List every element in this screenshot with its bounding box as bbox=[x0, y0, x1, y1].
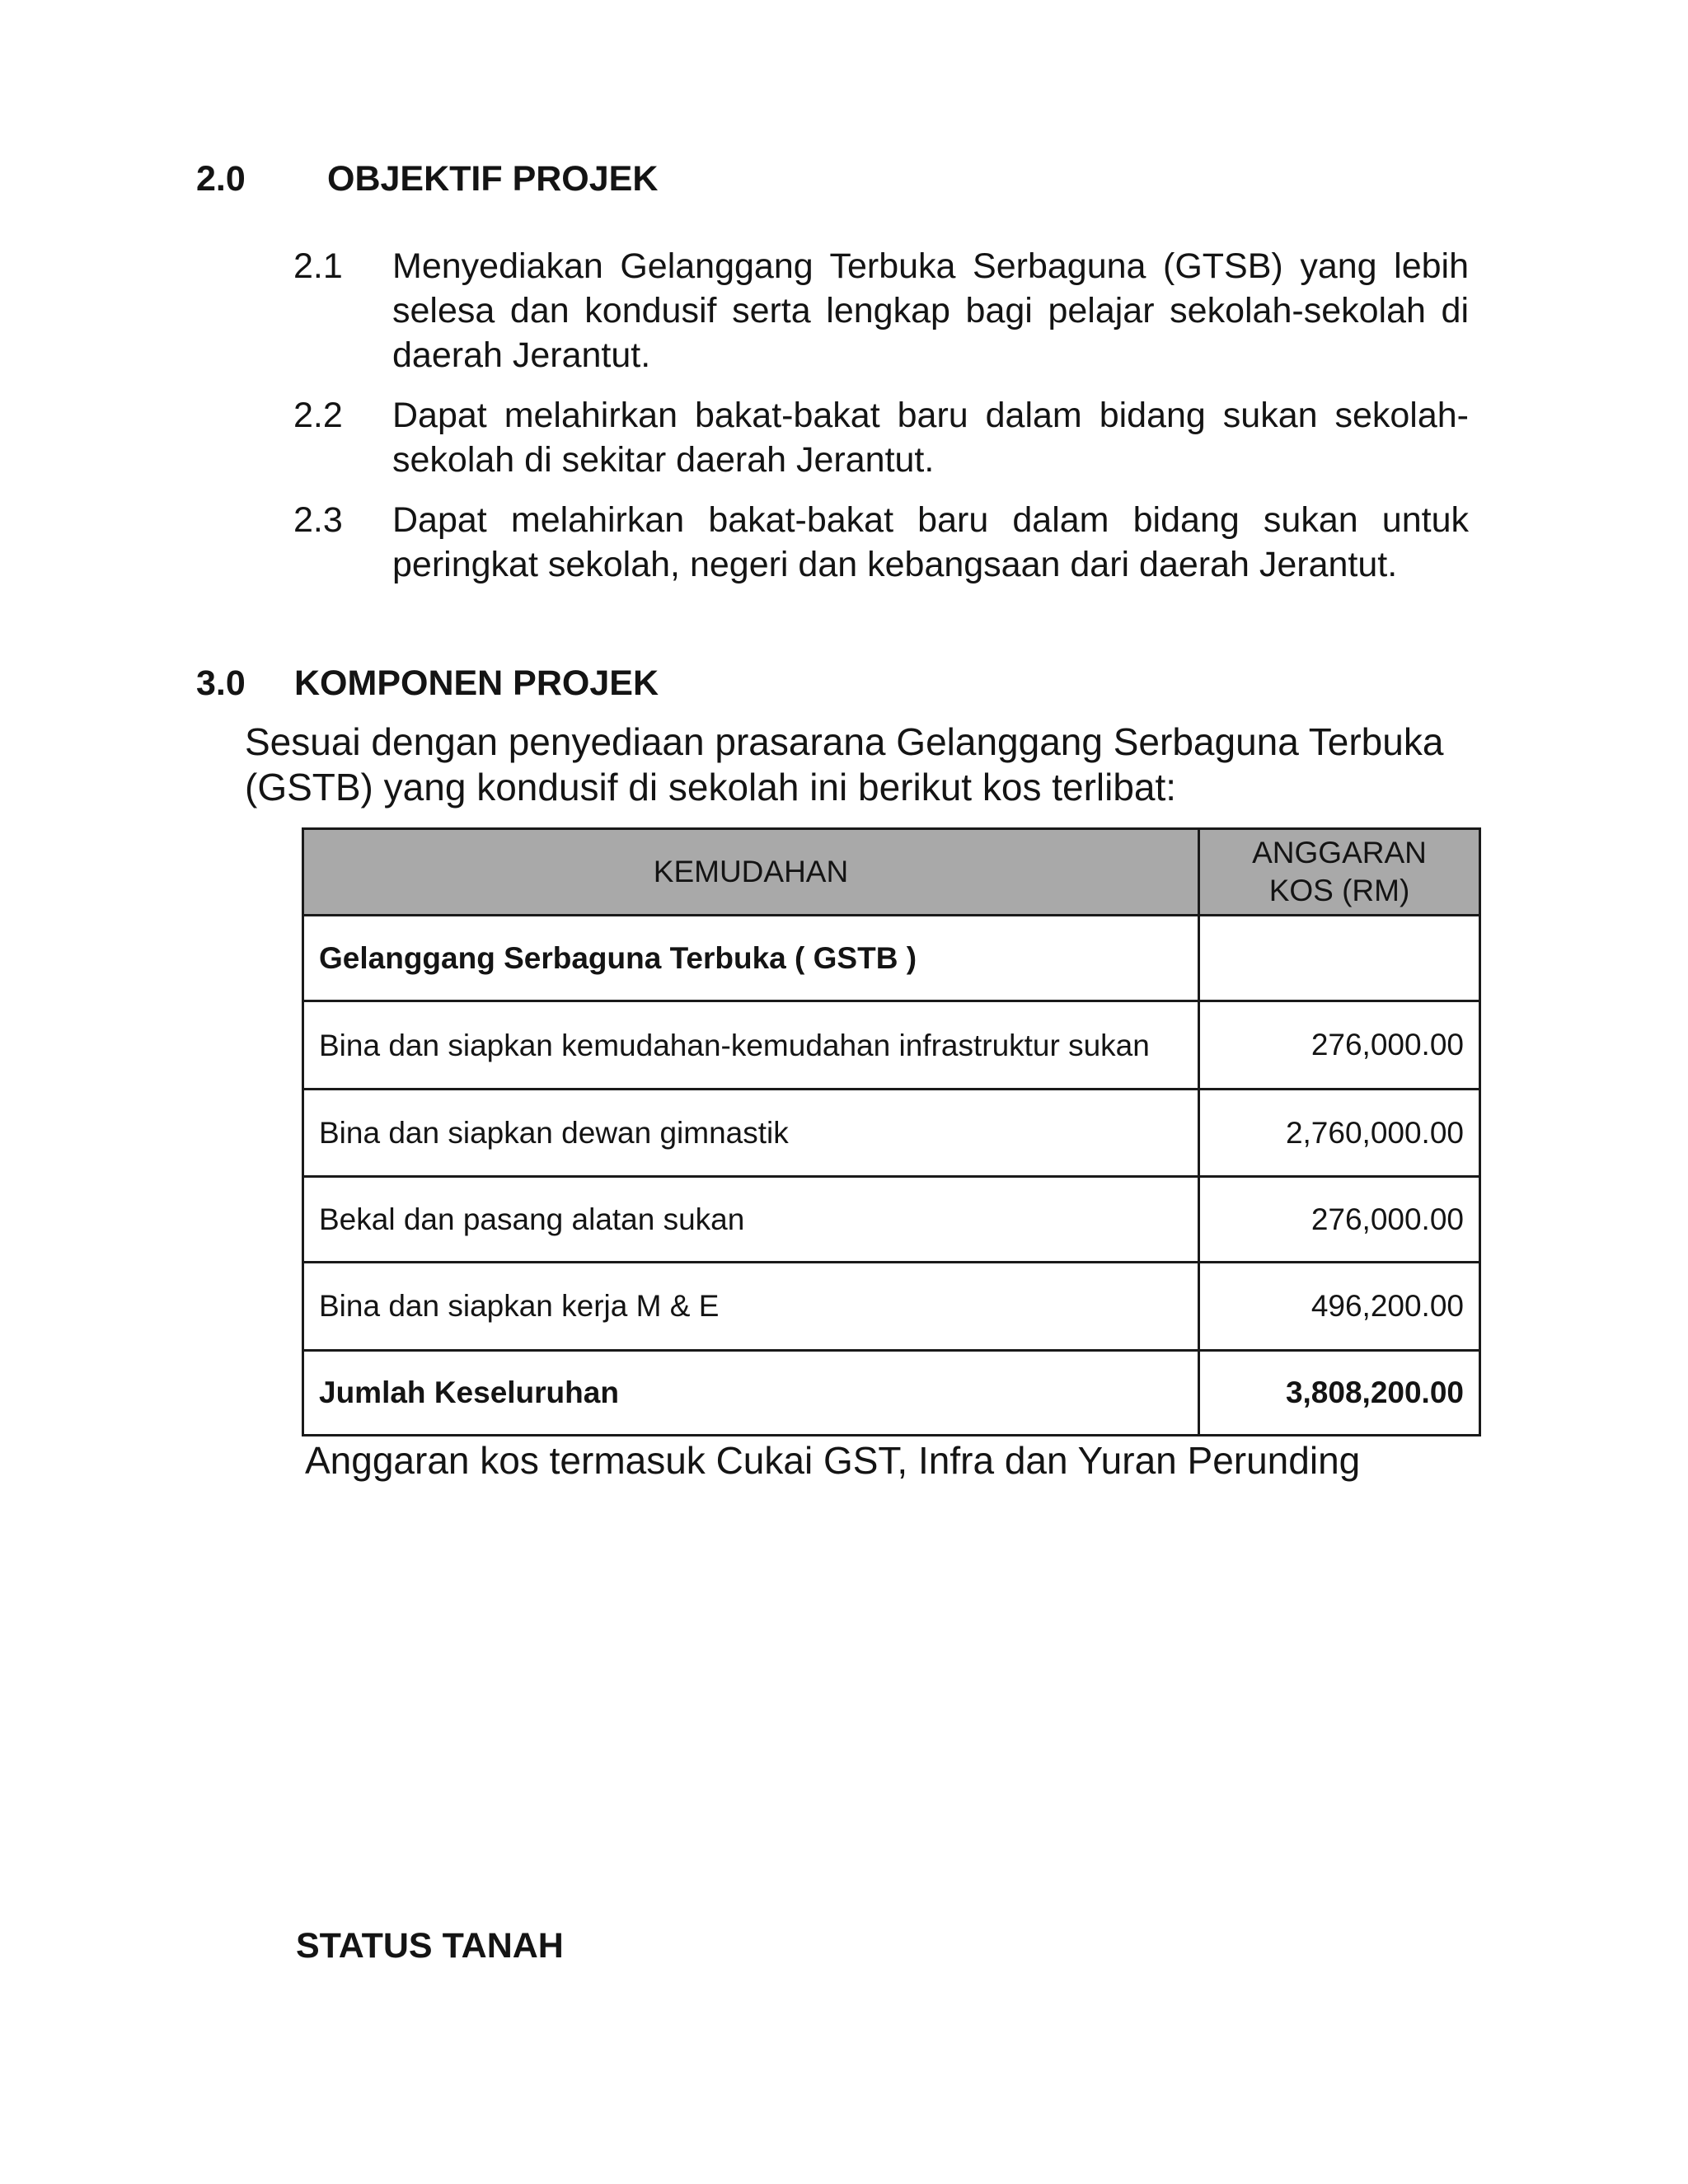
header-facility: KEMUDAHAN bbox=[303, 829, 1199, 916]
total-label-cell: Jumlah Keseluruhan bbox=[303, 1351, 1199, 1436]
facility-cell: Bina dan siapkan kerja M & E bbox=[303, 1263, 1199, 1351]
facility-cell: Bekal dan pasang alatan sukan bbox=[303, 1177, 1199, 1263]
section-3-intro: Sesuai dengan penyediaan prasarana Gelanggang Serbaguna Terbuka (GSTB) yang kondusif di sekolah ini berikut kos terlibat: bbox=[245, 720, 1444, 808]
header-cost-line-1: ANGGARAN bbox=[1252, 836, 1427, 869]
cost-cell: 276,000.00 bbox=[1199, 1177, 1480, 1263]
table-row bbox=[303, 1177, 1480, 1263]
table-row bbox=[303, 1263, 1480, 1351]
section-3-title: KOMPONEN PROJEK bbox=[294, 663, 659, 703]
objective-number: 2.2 bbox=[293, 396, 343, 435]
cost-table bbox=[302, 827, 1481, 1436]
section-2-title: OBJEKTIF PROJEK bbox=[327, 159, 659, 199]
section-3-number: 3.0 bbox=[196, 663, 246, 703]
total-cost-cell: 3,808,200.00 bbox=[1199, 1351, 1480, 1436]
cost-cell bbox=[1199, 916, 1480, 1001]
cost-cell: 2,760,000.00 bbox=[1199, 1090, 1480, 1177]
header-cost bbox=[1199, 829, 1480, 916]
cost-cell: 276,000.00 bbox=[1199, 1001, 1480, 1090]
cost-cell: 496,200.00 bbox=[1199, 1263, 1480, 1351]
objective-number: 2.1 bbox=[293, 246, 343, 286]
table-row bbox=[303, 1090, 1480, 1177]
cost-note: Anggaran kos termasuk Cukai GST, Infra dan Yuran Perunding bbox=[305, 1439, 1361, 1482]
header-cost-line-2: KOS (RM) bbox=[1268, 874, 1410, 907]
table-row bbox=[303, 1001, 1480, 1090]
section-status-tanah-title: STATUS TANAH bbox=[296, 1926, 564, 1966]
facility-cell: Bina dan siapkan dewan gimnastik bbox=[303, 1090, 1199, 1177]
objective-text: Dapat melahirkan bakat-bakat baru dalam bidang sukan sekolah-sekolah di sekitar daerah Jerantut. bbox=[392, 396, 1469, 480]
table-header-row bbox=[303, 829, 1480, 916]
objective-number: 2.3 bbox=[293, 500, 343, 540]
section-2-number: 2.0 bbox=[196, 159, 246, 199]
objective-text: Menyediakan Gelanggang Terbuka Serbaguna (GTSB) yang lebih selesa dan kondusif serta lengkap bagi pelajar sekolah-sekolah di daerah Jerantut. bbox=[392, 246, 1469, 375]
objective-text: Dapat melahirkan bakat-bakat baru dalam bidang sukan untuk peringkat sekolah, negeri dan kebangsaan dari daerah Jerantut. bbox=[392, 500, 1469, 584]
facility-cell: Gelanggang Serbaguna Terbuka ( GSTB ) bbox=[303, 916, 1199, 1001]
facility-cell: Bina dan siapkan kemudahan-kemudahan infrastruktur sukan bbox=[303, 1001, 1199, 1090]
table-total-row bbox=[303, 1351, 1480, 1436]
table-row bbox=[303, 916, 1480, 1001]
